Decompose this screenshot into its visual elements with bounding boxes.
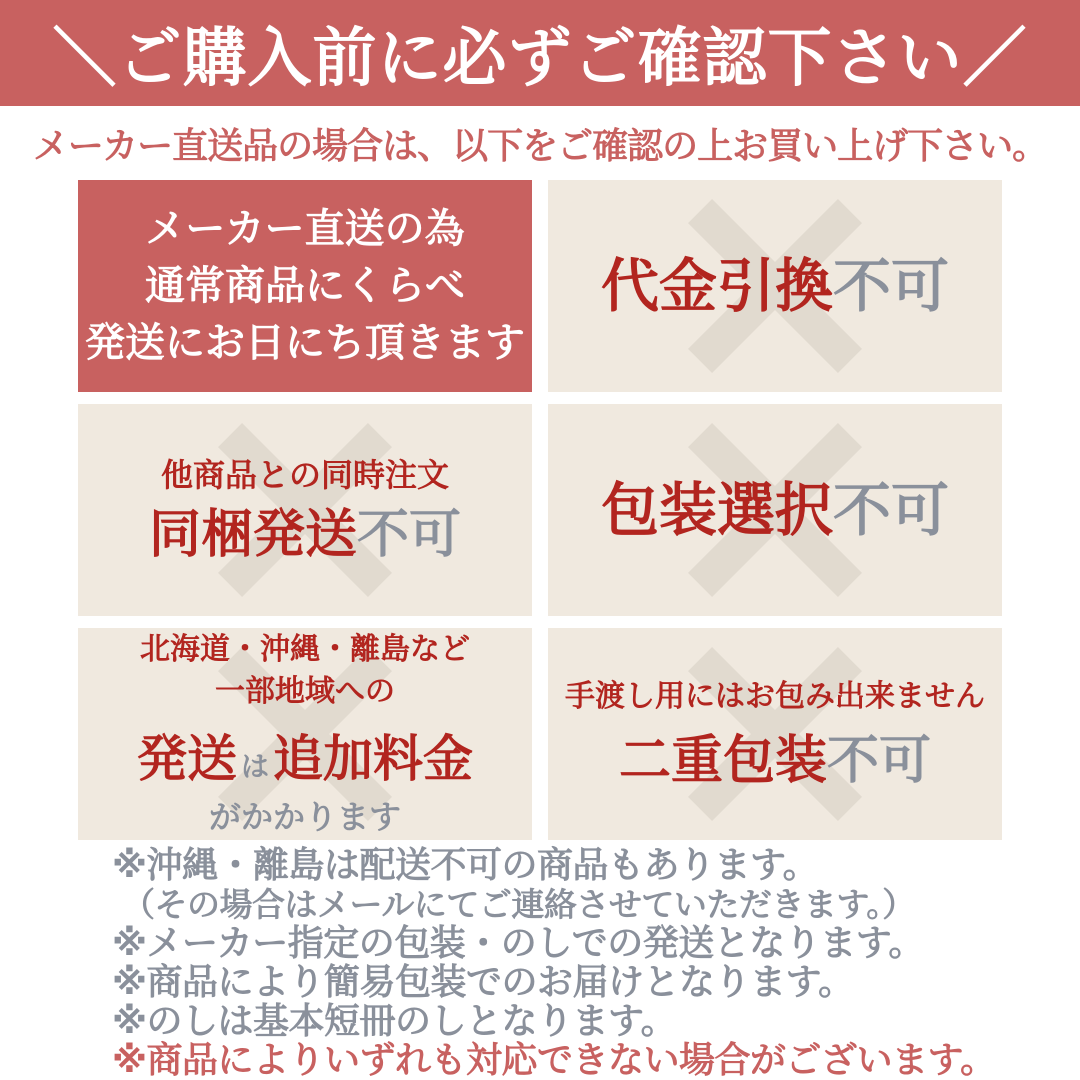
- footnote-email-contact: （その場合はメールにてご連絡させていただきます。）: [122, 885, 915, 924]
- double-wrapping-text: 二重包装: [618, 731, 827, 791]
- notice-grid: [78, 180, 1002, 840]
- footnote-simple-packing: ※商品により簡易包装でのお届けとなります。: [112, 962, 854, 1003]
- footnote-maker-wrapping: ※メーカー指定の包装・のしでの発送となります。: [112, 923, 924, 964]
- cod-unavailable-suffix: 不可: [833, 252, 950, 320]
- remote-area-shipping-text: 発送: [136, 730, 237, 788]
- remote-area-fee-cell: [78, 628, 532, 840]
- direct-shipping-cell: [78, 180, 532, 392]
- double-wrapping-label: [619, 729, 931, 793]
- remote-area-tail: がかかります: [208, 798, 401, 836]
- wrapping-selection-cell: [548, 404, 1002, 616]
- remote-area-main: [137, 719, 473, 791]
- remote-area-surcharge-text: 追加料金: [273, 730, 473, 788]
- bundle-shipping-cell: [78, 404, 532, 616]
- bundle-text: 同梱発送: [148, 505, 357, 565]
- bundle-shipping-label: [149, 503, 461, 567]
- footnote-okinawa: ※沖縄・離島は配送不可の商品もあります。: [112, 845, 819, 886]
- cod-unavailable-label: [601, 251, 949, 321]
- remote-area-particle: は: [240, 750, 269, 783]
- wrapping-selection-label: [601, 475, 949, 545]
- page-title: ＼ご購入前に必ずご確認下さい／: [52, 22, 1028, 96]
- footnote-not-supported: ※商品によりいずれも対応できない場合がございます。: [112, 1040, 996, 1080]
- remote-area-line-1: 北海道・沖縄・離島など: [140, 632, 470, 667]
- direct-shipping-line-1: メーカー直送の為: [145, 205, 465, 252]
- footnote-noshi: ※のしは基本短冊のしとなります。: [112, 1001, 677, 1042]
- wrapping-selection-suffix: 不可: [833, 476, 950, 544]
- cod-text: 代金引換: [600, 252, 833, 320]
- subtitle: メーカー直送品の場合は、以下をご確認の上お買い上げ下さい。: [32, 126, 1048, 167]
- banner: [0, 0, 1080, 106]
- remote-area-line-2: 一部地域への: [215, 674, 395, 709]
- bundle-shipping-subtext: 他商品との同時注文: [160, 456, 449, 494]
- direct-shipping-line-3: 発送にお日にち頂きます: [85, 319, 525, 366]
- footnotes: [112, 846, 1062, 1080]
- cod-unavailable-cell: [548, 180, 1002, 392]
- wrapping-selection-text: 包装選択: [600, 476, 833, 544]
- bundle-unavailable-suffix: 不可: [357, 505, 462, 565]
- double-wrapping-suffix: 不可: [827, 731, 932, 791]
- direct-shipping-line-2: 通常商品にくらべ: [145, 262, 465, 309]
- double-wrapping-cell: [548, 628, 1002, 840]
- double-wrapping-subtext: 手渡し用にはお包み出来ません: [565, 679, 985, 714]
